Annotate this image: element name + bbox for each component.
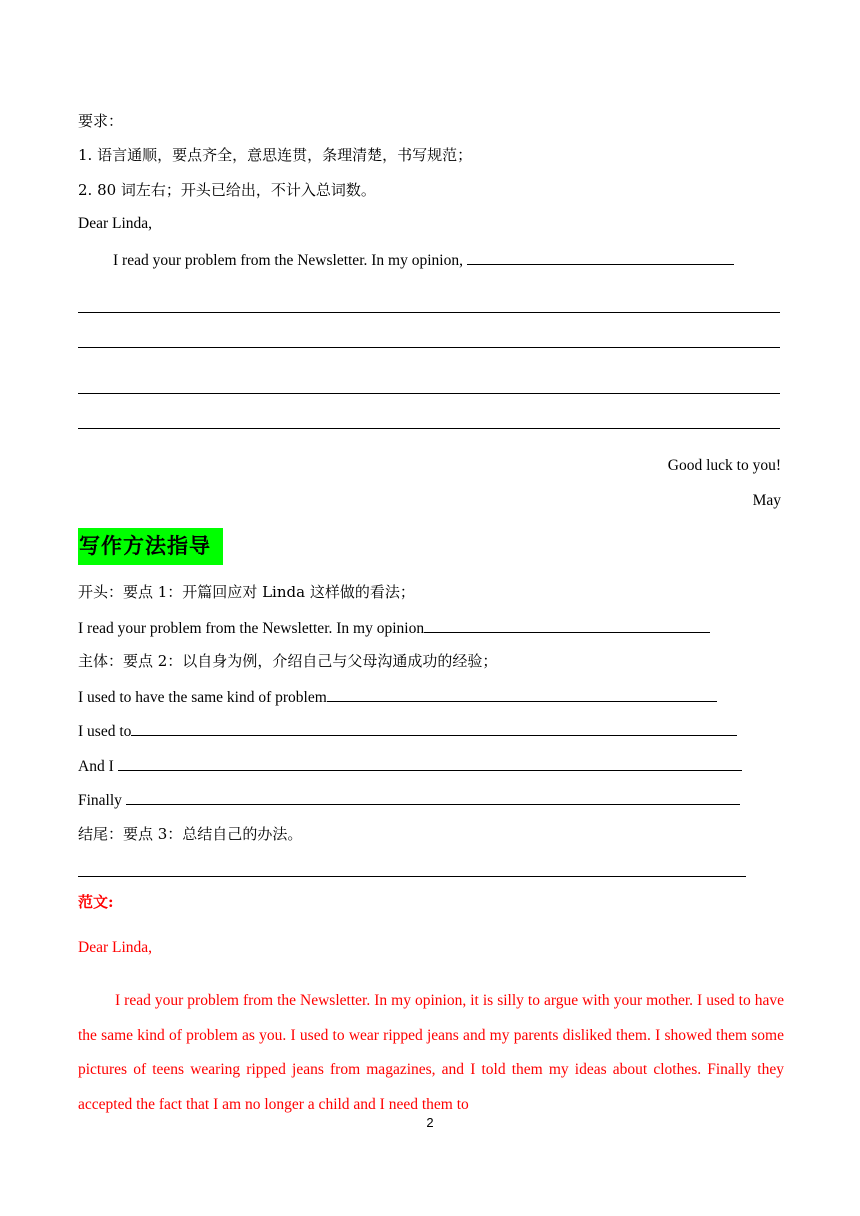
guide-point-3: 结尾：要点 3：总结自己的办法。	[78, 825, 303, 843]
answer-line[interactable]	[78, 312, 780, 313]
answer-line[interactable]	[78, 428, 780, 429]
requirement-item-1: 1. 语言通顺，要点齐全，意思连贯，条理清楚，书写规范；	[78, 146, 473, 164]
answer-blank[interactable]	[118, 755, 742, 771]
letter-opening-text: I read your problem from the Newsletter. In my opinion,	[113, 252, 463, 269]
guide-prompt-1-text: I read your problem from the Newsletter. In my opinion	[78, 620, 425, 637]
guide-prompt-3-text: I used to	[78, 723, 132, 740]
answer-blank[interactable]	[126, 789, 740, 805]
guide-prompt-2	[78, 686, 717, 708]
guide-prompt-1	[78, 617, 710, 639]
requirements-title: 要求：	[78, 112, 124, 130]
sample-label: 范文:	[78, 893, 114, 911]
sample-body: I read your problem from the Newsletter. In my opinion, it is silly to argue with your mother. I used to have the same kind of problem as you. I used to wear ripped jeans and my parents disliked them. I showed them some pictures of teens wearing ripped jeans from magazines, and I told them my ideas about clothes. Finally they accepted the fact that I am no longer a child and I need them to	[78, 992, 784, 1113]
guide-prompt-4	[78, 755, 742, 777]
answer-blank[interactable]	[424, 617, 710, 633]
guide-prompt-5-text: Finally	[78, 792, 122, 809]
answer-line[interactable]	[78, 876, 746, 877]
sample-salutation: Dear Linda,	[78, 939, 153, 956]
letter-opening-line	[113, 249, 734, 271]
answer-line[interactable]	[78, 347, 780, 348]
requirement-item-2: 2. 80 词左右；开头已给出，不计入总词数。	[78, 181, 376, 199]
guide-point-2: 主体：要点 2：以自身为例，介绍自己与父母沟通成功的经验；	[78, 652, 498, 670]
answer-blank[interactable]	[467, 249, 734, 265]
letter-closing: Good luck to you!	[667, 457, 781, 474]
letter-signature: May	[752, 492, 781, 509]
answer-blank[interactable]	[131, 720, 737, 736]
guide-prompt-5	[78, 789, 740, 811]
letter-salutation: Dear Linda,	[78, 215, 153, 232]
answer-line[interactable]	[78, 393, 780, 394]
guide-prompt-3	[78, 720, 737, 742]
guide-heading: 写作方法指导	[78, 528, 223, 565]
guide-prompt-4-text: And I	[78, 758, 114, 775]
answer-blank[interactable]	[327, 686, 717, 702]
page-number: 2	[426, 1115, 434, 1130]
guide-prompt-2-text: I used to have the same kind of problem	[78, 689, 327, 706]
guide-point-1: 开头：要点 1：开篇回应对 Linda 这样做的看法；	[78, 583, 415, 601]
